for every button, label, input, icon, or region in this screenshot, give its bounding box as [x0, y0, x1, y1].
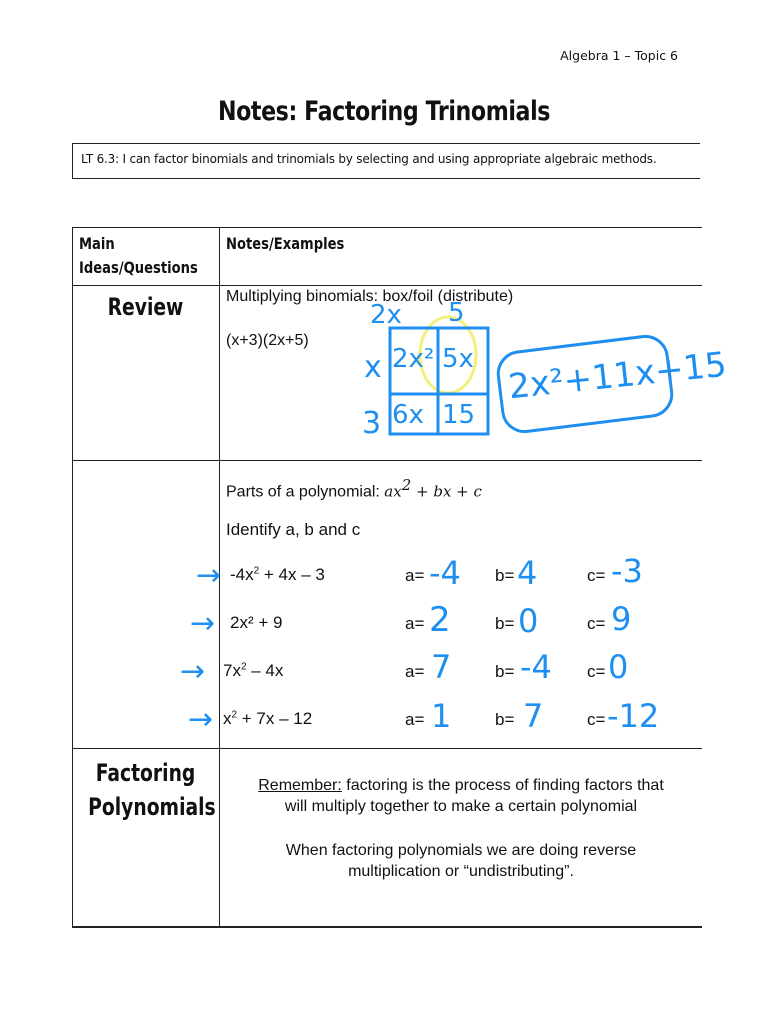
c-value-3: 0	[608, 648, 629, 686]
hw-cell-15: 15	[442, 400, 476, 430]
a-value-3: 7	[431, 648, 452, 686]
b-value-3: -4	[520, 648, 552, 686]
expr-row-1	[230, 565, 325, 585]
remember-note	[220, 775, 702, 817]
expr-row-4	[223, 709, 312, 729]
col1-header-line1: Main	[79, 234, 115, 253]
expr-3-post: – 4x	[246, 661, 284, 680]
hw-cell-6x: 6x	[392, 400, 424, 430]
expr-1-sup: 2	[253, 565, 260, 577]
arrow-icon: →	[190, 606, 216, 641]
row-divider-review	[72, 460, 702, 461]
expr-1-pre: -4x	[230, 565, 254, 584]
arrow-icon: →	[180, 654, 206, 689]
reverse-note	[220, 840, 702, 882]
parts-intro-text: Parts of a polynomial:	[226, 483, 385, 501]
factoring-label-line2: Polynomials	[88, 793, 216, 821]
a-value-1: -4	[429, 554, 461, 592]
factoring-label	[88, 756, 216, 824]
hw-side-3: 3	[362, 406, 382, 441]
course-header: Algebra 1 – Topic 6	[560, 48, 678, 63]
poly-rest: + bx + c	[411, 482, 482, 501]
learning-target-text: LT 6.3: I can factor binomials and trinomials by selecting and using appropriate algebraic methods.	[81, 152, 657, 166]
expr-row-3	[223, 661, 283, 681]
a-label-4: a=	[405, 710, 425, 729]
poly-exp: 2	[401, 476, 412, 494]
arrow-icon: →	[196, 558, 222, 593]
c-label-2: c=	[587, 614, 606, 633]
reverse-text-1: When factoring polynomials we are doing reverse	[285, 842, 637, 859]
b-label-3: b=	[495, 662, 515, 681]
expr-4-sup: 2	[231, 709, 238, 721]
b-label-2: b=	[495, 614, 515, 633]
c-value-1: -3	[611, 552, 643, 590]
a-value-2: 2	[429, 600, 451, 640]
a-label-3: a=	[405, 662, 425, 681]
expr-4-pre: x	[223, 709, 232, 728]
b-value-1: 4	[517, 554, 538, 592]
remember-label: Remember:	[258, 777, 342, 794]
expr-3-sup: 2	[240, 661, 247, 673]
arrow-icon: →	[188, 702, 214, 737]
reverse-text-2: multiplication or “undistributing”.	[348, 863, 574, 880]
page-title: Notes: Factoring Trinomials	[217, 96, 551, 127]
b-label-1: b=	[495, 566, 515, 585]
c-label-1: c=	[587, 566, 606, 585]
hw-top-2x: 2x	[370, 300, 402, 330]
expr-2-pre: 2x² + 9	[230, 613, 283, 632]
expr-1-post: + 4x – 3	[259, 565, 325, 584]
poly-ax: ax	[384, 482, 402, 501]
c-label-3: c=	[587, 662, 606, 681]
col2-header: Notes/Examples	[226, 234, 345, 253]
parts-intro	[226, 476, 482, 501]
c-label-4: c=	[587, 710, 606, 729]
a-label-1: a=	[405, 566, 425, 585]
review-line1: Multiplying binomials: box/foil (distribute)	[226, 288, 514, 305]
review-expression: (x+3)(2x+5)	[226, 332, 309, 349]
hw-top-5: 5	[448, 298, 465, 328]
expr-3-pre: 7x	[223, 661, 241, 680]
remember-text-2: will multiply together to make a certain polynomial	[284, 798, 638, 815]
c-value-4: -12	[607, 697, 660, 735]
identify-prompt: Identify a, b and c	[226, 520, 361, 539]
col1-header-line2: Ideas/Questions	[79, 258, 198, 277]
b-label-4: b=	[495, 710, 515, 729]
row-divider-parts	[72, 748, 702, 749]
row-divider-header	[72, 285, 702, 286]
col1-header	[79, 232, 198, 280]
b-value-4: 7	[523, 697, 544, 735]
expr-row-2	[230, 613, 282, 633]
remember-text-1: factoring is the process of finding factors that	[341, 777, 664, 794]
hw-side-x: x	[364, 350, 382, 385]
a-value-4: 1	[431, 697, 452, 735]
hw-cell-2x2: 2x²	[392, 344, 435, 374]
c-value-2: 9	[611, 600, 632, 638]
hw-cell-5x: 5x	[442, 344, 474, 374]
factoring-label-line1: Factoring	[95, 759, 196, 787]
b-value-2: 0	[518, 602, 539, 640]
expr-4-post: + 7x – 12	[237, 709, 313, 728]
learning-target-box	[72, 143, 700, 179]
review-label: Review	[107, 293, 184, 321]
a-label-2: a=	[405, 614, 425, 633]
hw-answer: 2x²+11x+15	[506, 344, 729, 408]
